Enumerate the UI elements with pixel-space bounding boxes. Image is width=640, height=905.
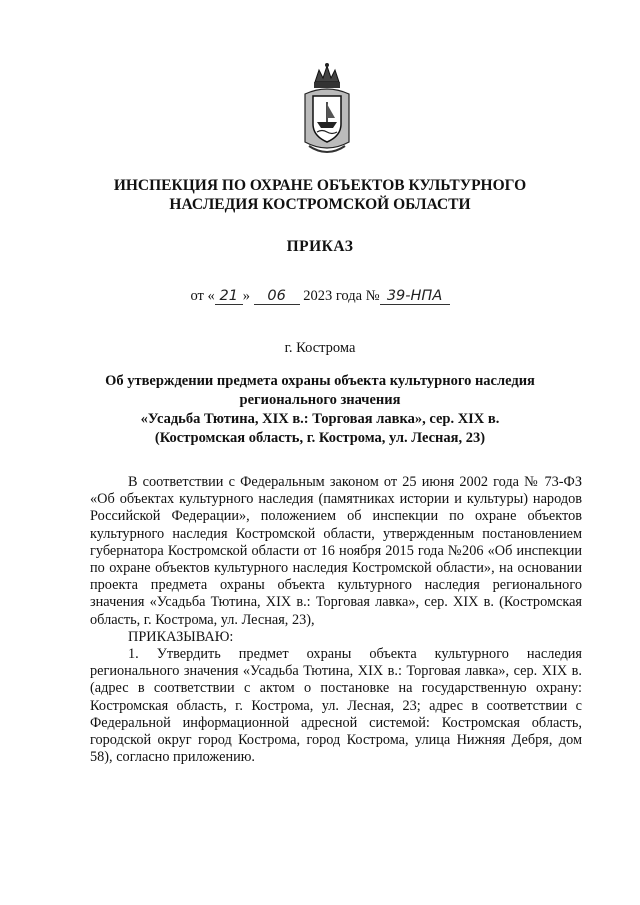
agency-name xyxy=(60,176,580,214)
date-prefix: от « xyxy=(190,288,215,304)
order-subject xyxy=(60,372,580,448)
handwritten-month: 06 xyxy=(254,289,300,305)
handwritten-day: 21 xyxy=(215,289,243,305)
subject-line-2: регионального значения xyxy=(239,392,401,408)
date-year-text: 2023 года № xyxy=(303,288,380,304)
subject-line-3: «Усадьба Тютина, XIX в.: Торговая лавка», сер. XIX в. xyxy=(140,411,500,427)
order-item-1: 1. Утвердить предмет охраны объекта культурного наследия регионального значения «Усадьба Тютина, XIX в.: Торговая лавка», сер. XIX в. (адрес в соответствии с актом о постановке на государственную охрану: Костромская область, г. Кострома, ул. Лесная, 23; адрес в соответствии с Федеральной информационной адресной системой: Костромская область, городской округ город Кострома, город Кострома, улица Нижняя Дебря, дом 58), согласно приложению. xyxy=(90,646,582,766)
preamble-paragraph: В соответствии с Федеральным законом от 25 июня 2002 года № 73-ФЗ «Об объектах культурного наследия (памятниках истории и культуры) народов Российской Федерации», положением об инспекции по охране объектов культурного наследия Костромской области, утвержденным постановлением губернатора Костромской области от 16 ноября 2015 года №206 «Об инспекции по охране объектов культурного наследия Костромской области», на основании проекта предмета охраны объекта культурного наследия регионального значения «Усадьба Тютина, XIX в.: Торговая лавка», сер. XIX в. (Костромская область, г. Кострома, ул. Лесная, 23), xyxy=(90,474,582,628)
order-command: ПРИКАЗЫВАЮ: xyxy=(128,628,234,645)
handwritten-order-number: 39-НПА xyxy=(380,289,450,305)
city-name: г. Кострома xyxy=(284,340,356,356)
kostroma-coat-of-arms-icon xyxy=(301,62,353,160)
date-mid: » xyxy=(242,288,250,304)
order-date-line xyxy=(0,288,640,305)
subject-line-4: (Костромская область, г. Кострома, ул. Лесная, 23) xyxy=(154,430,486,446)
agency-name-line-2: НАСЛЕДИЯ КОСТРОМСКОЙ ОБЛАСТИ xyxy=(169,196,471,213)
agency-name-line-1: ИНСПЕКЦИЯ ПО ОХРАНЕ ОБЪЕКТОВ КУЛЬТУРНОГО xyxy=(113,177,527,194)
order-body xyxy=(90,474,582,766)
subject-line-1: Об утверждении предмета охраны объекта культурного наследия xyxy=(105,373,535,389)
document-type-title: ПРИКАЗ xyxy=(286,238,354,255)
